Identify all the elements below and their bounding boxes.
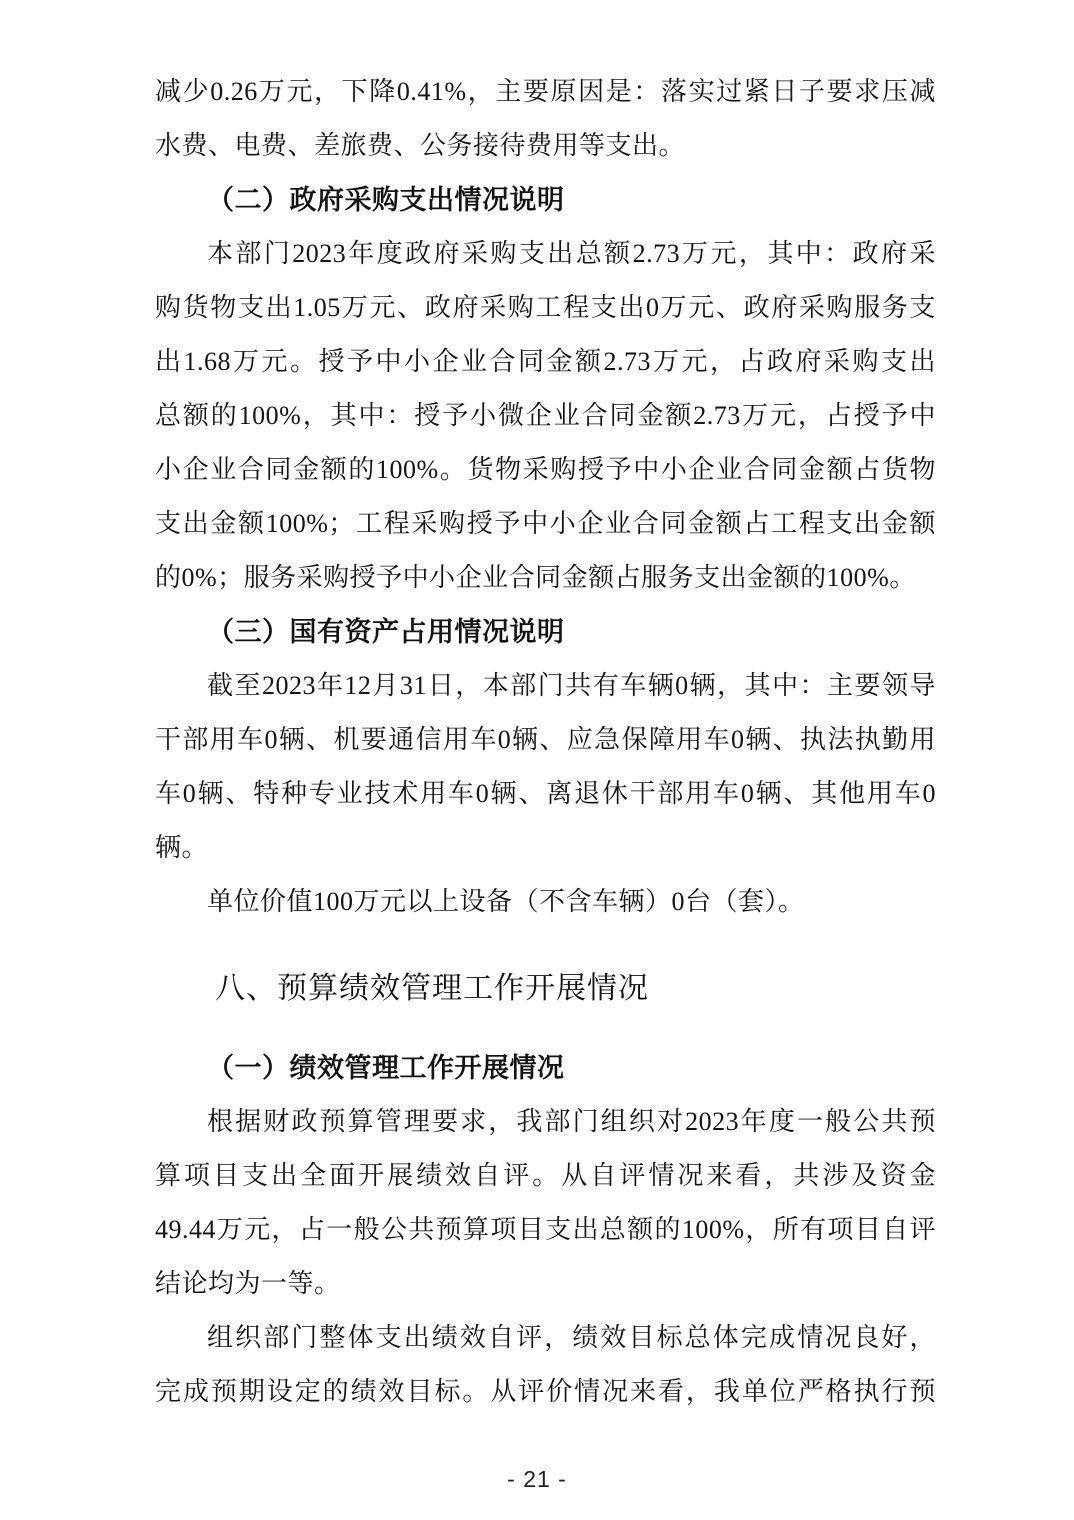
section-heading-performance-work: （一）绩效管理工作开展情况 — [207, 1053, 565, 1083]
body-line: 截至2023年12月31日，本部门共有车辆0辆，其中：主要领导 — [207, 671, 936, 700]
body-line: 减少0.26万元，下降0.41%，主要原因是：落实过紧日子要求压减 — [155, 77, 936, 106]
body-line: 干部用车0辆、机要通信用车0辆、应急保障用车0辆、执法执勤用 — [155, 725, 936, 754]
section-heading-assets: （三）国有资产占用情况说明 — [207, 617, 565, 647]
page-content — [155, 65, 936, 1419]
body-line: 组织部门整体支出绩效自评，绩效目标总体完成情况良好， — [207, 1323, 936, 1352]
body-line: 完成预期设定的绩效目标。从评价情况来看，我单位严格执行预 — [155, 1377, 936, 1406]
body-line: 结论均为一等。 — [155, 1269, 341, 1298]
body-line: 车0辆、特种专业技术用车0辆、离退休干部用车0辆、其他用车0 — [155, 779, 936, 808]
body-line: 支出金额100%；工程采购授予中小企业合同金额占工程支出金额 — [155, 509, 936, 538]
body-line: 出1.68万元。授予中小企业合同金额2.73万元，占政府采购支出 — [155, 347, 936, 376]
body-line: 辆。 — [155, 833, 209, 862]
body-line: 49.44万元，占一般公共预算项目支出总额的100%，所有项目自评 — [155, 1215, 936, 1244]
body-line: 算项目支出全面开展绩效自评。从自评情况来看，共涉及资金 — [155, 1161, 936, 1190]
body-line: 的0%；服务采购授予中小企业合同金额占服务支出金额的100%。 — [155, 563, 916, 592]
chapter-heading-performance: 八、预算绩效管理工作开展情况 — [215, 972, 649, 1005]
body-line: 单位价值100万元以上设备（不含车辆）0台（套）。 — [207, 887, 805, 916]
section-heading-procurement: （二）政府采购支出情况说明 — [207, 185, 565, 215]
body-line: 购货物支出1.05万元、政府采购工程支出0万元、政府采购服务支 — [155, 293, 936, 322]
body-line: 总额的100%，其中：授予小微企业合同金额2.73万元，占授予中 — [155, 401, 936, 430]
body-line: 水费、电费、差旅费、公务接待费用等支出。 — [155, 131, 686, 160]
page-number: - 21 - — [507, 1466, 567, 1492]
body-line: 小企业合同金额的100%。货物采购授予中小企业合同金额占货物 — [155, 455, 936, 484]
body-line: 根据财政预算管理要求，我部门组织对2023年度一般公共预 — [207, 1107, 936, 1136]
body-line: 本部门2023年度政府采购支出总额2.73万元，其中：政府采 — [207, 239, 936, 268]
